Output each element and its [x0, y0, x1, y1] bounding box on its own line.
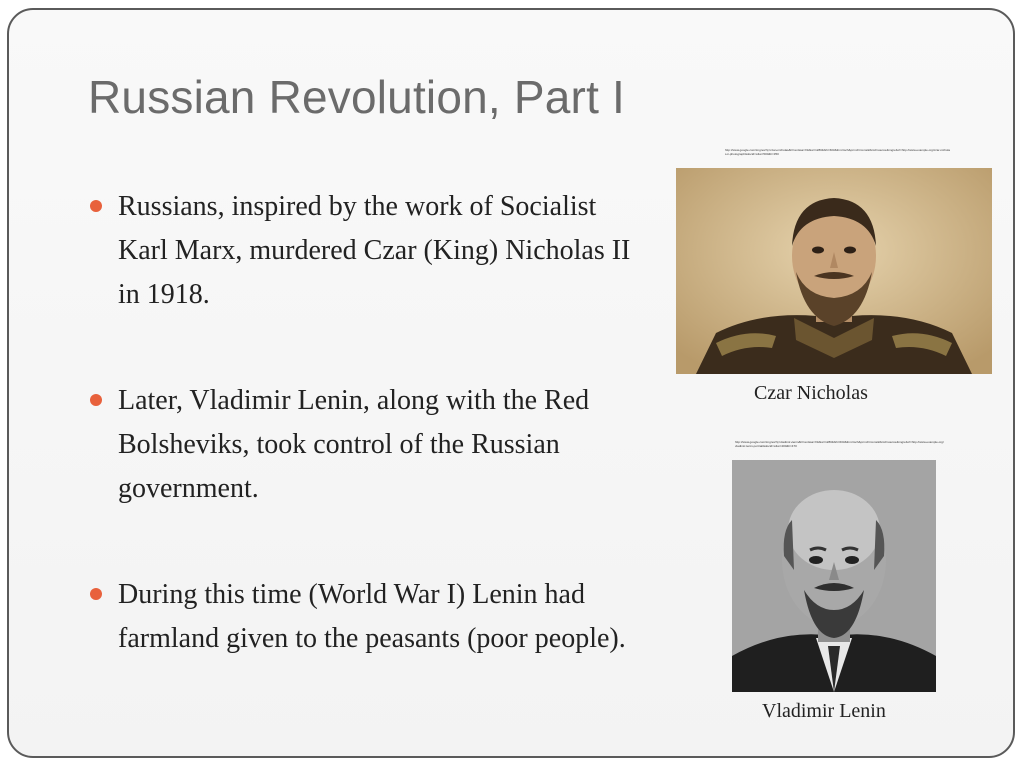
image-source-url: http://www.google.com/imgres?q=czar+nicholas&hl=en&sa=X&biw=1280&bih=603&tbm=isch&prmd=imvns&tbnid=source&imgrefurl=http://www.example.org/czar-nicholas-ii-photograph&docid=x&w=500&h=350 [725, 148, 950, 156]
bullet-text: Later, Vladimir Lenin, along with the Red Bolsheviks, took control of the Russian government. [118, 385, 590, 504]
bullet-dot-icon [90, 588, 102, 600]
czar-nicholas-photo [676, 168, 992, 374]
caption-czar-nicholas: Czar Nicholas [754, 382, 868, 404]
bullet-text: During this time (World War I) Lenin had farmland given to the peasants (poor people). [118, 579, 626, 654]
slide-title: Russian Revolution, Part I [88, 71, 626, 123]
bullet-list [90, 185, 650, 661]
bullet-dot-icon [90, 200, 102, 212]
image-source-url: http://www.google.com/imgres?q=vladimir+lenin&hl=en&sa=X&biw=1280&bih=603&tbm=isch&prmd=imvns&tbnid=source&imgrefurl=http://www.example.org/vladimir-lenin-portrait&docid=x&w=400&h=470 [735, 440, 944, 448]
bullet-dot-icon [90, 394, 102, 406]
bullet-item [90, 573, 650, 661]
bullet-item [90, 379, 650, 511]
bullet-item [90, 185, 650, 317]
vladimir-lenin-photo [732, 460, 936, 692]
bullet-text: Russians, inspired by the work of Socialist Karl Marx, murdered Czar (King) Nicholas II in 1918. [118, 191, 631, 310]
caption-vladimir-lenin: Vladimir Lenin [762, 700, 886, 722]
